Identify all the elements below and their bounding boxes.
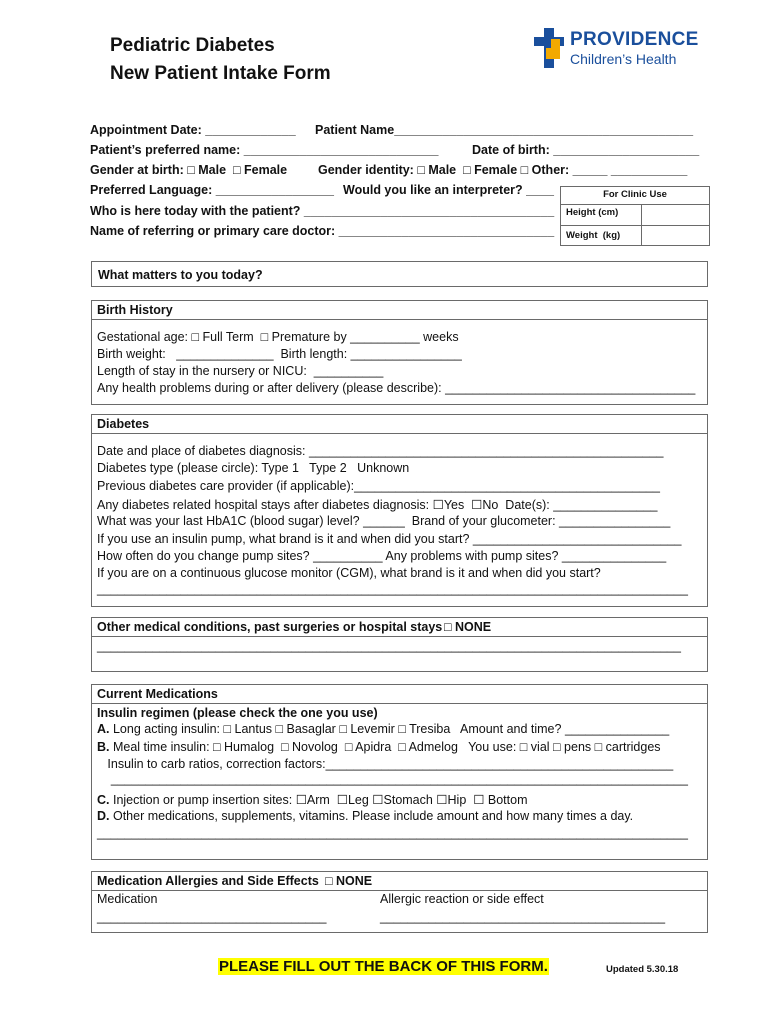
insulin-pump-line[interactable]: If you use an insulin pump, what brand is it and when did you start? ______________________________ bbox=[97, 532, 682, 546]
appointment-date-field[interactable]: Appointment Date: _____________ bbox=[90, 123, 296, 137]
interpreter-field[interactable]: Would you like an interpreter? ____ bbox=[343, 183, 554, 197]
allergies-medication-label: Medication bbox=[97, 892, 158, 906]
what-matters-box[interactable] bbox=[91, 261, 708, 287]
height-label: Height (cm) bbox=[566, 207, 619, 218]
cross-icon bbox=[534, 28, 564, 68]
other-conditions-heading: Other medical conditions, past surgeries or hospital stays bbox=[97, 620, 443, 634]
weight-input[interactable] bbox=[643, 227, 707, 244]
other-medications-line[interactable]: D. Other medications, supplements, vitamins. Please include amount and how many times a day. bbox=[97, 809, 634, 823]
birth-history-section bbox=[91, 300, 708, 405]
nicu-stay-line[interactable]: Length of stay in the nursery or NICU: __________ bbox=[97, 364, 384, 378]
allergies-reaction-label: Allergic reaction or side effect bbox=[380, 892, 544, 906]
pump-sites-line[interactable]: How often do you change pump sites? __________ Any problems with pump sites? _______________ bbox=[97, 549, 667, 563]
form-title-line1: Pediatric Diabetes bbox=[110, 35, 275, 56]
other-medications-blank-line[interactable]: _____________________________________________________________________________________ bbox=[97, 826, 688, 840]
preferred-name-field[interactable]: Patient’s preferred name: ____________________________ bbox=[90, 143, 439, 157]
allergies-none-checkbox[interactable]: □ NONE bbox=[325, 874, 373, 888]
diagnosis-line[interactable]: Date and place of diabetes diagnosis: ___________________________________________________ bbox=[97, 444, 664, 458]
logo-subtitle: Children’s Health bbox=[570, 51, 677, 67]
other-conditions-section bbox=[91, 617, 708, 672]
gender-identity-field[interactable]: Gender identity: □ Male □ Female □ Other: _____ ___________ bbox=[318, 163, 688, 177]
who-is-here-field[interactable]: Who is here today with the patient? ____________________________________ bbox=[90, 204, 555, 218]
allergies-reaction-blank[interactable]: _________________________________________ bbox=[380, 910, 666, 924]
date-of-birth-field[interactable]: Date of birth: _____________________ bbox=[472, 143, 700, 157]
long-acting-insulin-line[interactable]: A. Long acting insulin: □ Lantus □ Basaglar □ Levemir □ Tresiba Amount and time? _______________ bbox=[97, 722, 670, 736]
providence-logo bbox=[534, 28, 714, 68]
hospital-stays-line[interactable]: Any diabetes related hospital stays after diabetes diagnosis: ☐Yes ☐No Date(s): _______________ bbox=[97, 498, 658, 512]
gestational-age-line[interactable]: Gestational age: □ Full Term □ Premature by __________ weeks bbox=[97, 330, 459, 344]
preferred-language-field[interactable]: Preferred Language: _________________ bbox=[90, 183, 334, 197]
insulin-regimen-subheading: Insulin regimen (please check the one you use) bbox=[97, 706, 378, 720]
delivery-problems-line[interactable]: Any health problems during or after delivery (please describe): ____________________________________ bbox=[97, 381, 696, 395]
form-title-line2: New Patient Intake Form bbox=[110, 63, 331, 84]
previous-provider-line[interactable]: Previous diabetes care provider (if applicable):____________________________________________ bbox=[97, 479, 660, 493]
logo-name: PROVIDENCE bbox=[570, 29, 699, 50]
gender-at-birth-field[interactable]: Gender at birth: □ Male □ Female bbox=[90, 163, 288, 177]
what-matters-label: What matters to you today? bbox=[98, 268, 263, 282]
birth-weight-line[interactable]: Birth weight: ______________ Birth length: ________________ bbox=[97, 347, 462, 361]
meal-time-insulin-line[interactable]: B. Meal time insulin: □ Humalog □ Novolog □ Apidra □ Admelog You use: □ vial □ pens □ cartridges bbox=[97, 740, 661, 754]
carb-ratio-line[interactable]: Insulin to carb ratios, correction factors:__________________________________________________ bbox=[97, 757, 674, 771]
clinic-use-table bbox=[560, 186, 710, 246]
birth-history-heading: Birth History bbox=[97, 303, 173, 317]
patient-name-field[interactable]: Patient Name___________________________________________ bbox=[315, 123, 694, 137]
cgm-line[interactable]: If you are on a continuous glucose monitor (CGM), what brand is it and when did you start? bbox=[97, 566, 601, 580]
diabetes-type-line[interactable]: Diabetes type (please circle): Type 1 Type 2 Unknown bbox=[97, 461, 410, 475]
allergies-heading: Medication Allergies and Side Effects bbox=[97, 874, 319, 888]
hba1c-line[interactable]: What was your last HbA1C (blood sugar) level? ______ Brand of your glucometer: ________________ bbox=[97, 514, 671, 528]
referring-doctor-field[interactable]: Name of referring or primary care doctor: _______________________________ bbox=[90, 224, 555, 238]
carb-ratio-blank-line[interactable]: ___________________________________________________________________________________ bbox=[97, 772, 688, 786]
other-conditions-blank[interactable]: ____________________________________________________________________________________ bbox=[97, 639, 681, 653]
weight-label: Weight (kg) bbox=[566, 230, 621, 241]
insertion-sites-line[interactable]: C. Injection or pump insertion sites: ☐Arm ☐Leg ☐Stomach ☐Hip ☐ Bottom bbox=[97, 793, 528, 807]
diabetes-section bbox=[91, 414, 708, 607]
diabetes-heading: Diabetes bbox=[97, 417, 150, 431]
height-input[interactable] bbox=[643, 206, 707, 223]
current-medications-heading: Current Medications bbox=[97, 687, 218, 701]
current-medications-section bbox=[91, 684, 708, 860]
updated-date: Updated 5.30.18 bbox=[606, 964, 679, 975]
clinic-use-title: For Clinic Use bbox=[561, 187, 709, 205]
cgm-blank-line[interactable]: _____________________________________________________________________________________ bbox=[97, 582, 688, 596]
allergies-section bbox=[91, 871, 708, 933]
other-conditions-none-checkbox[interactable]: □ NONE bbox=[444, 620, 492, 634]
allergies-medication-blank[interactable]: _________________________________ bbox=[97, 910, 327, 924]
fill-back-notice: PLEASE FILL OUT THE BACK OF THIS FORM. bbox=[219, 958, 548, 975]
